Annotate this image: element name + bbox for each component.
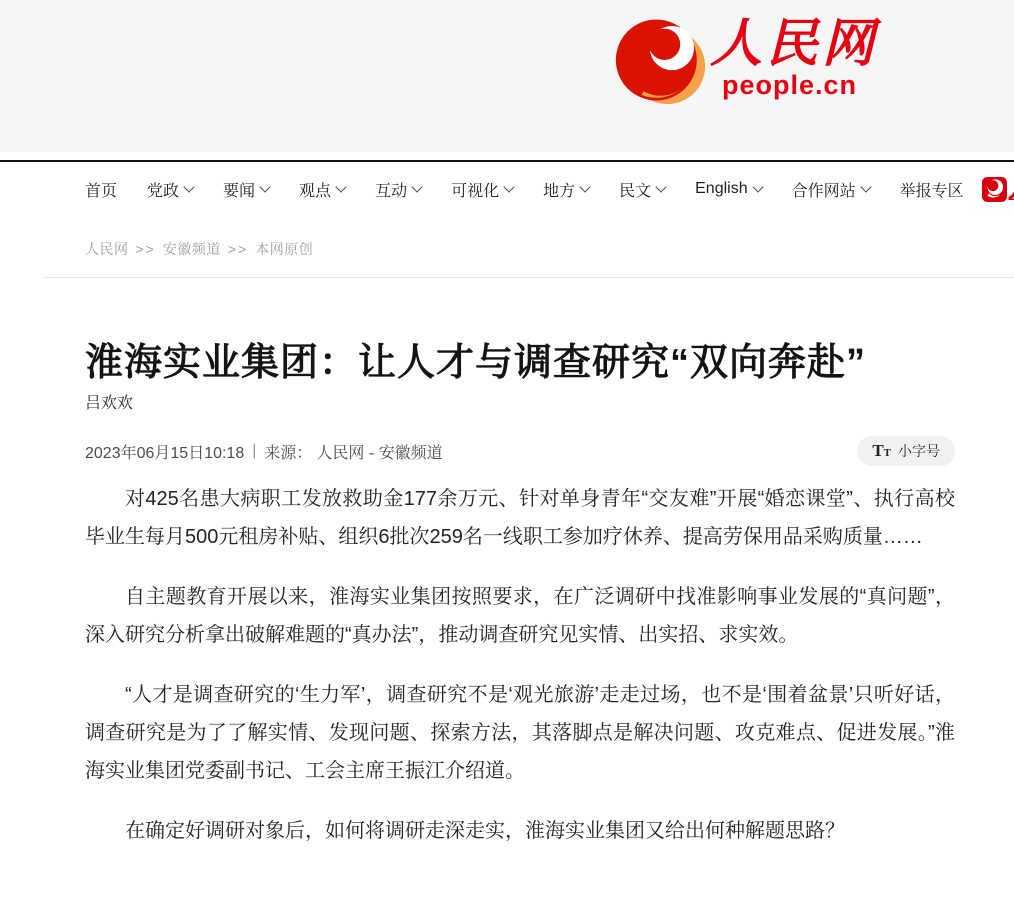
nav-label: 可视化 (451, 182, 500, 200)
font-size-icon: TT (872, 441, 891, 460)
breadcrumb-link-peoplecn[interactable]: 人民网 (85, 241, 129, 257)
article-paragraph: 自主题教育开展以来，淮海实业集团按照要求，在广泛调研中找准影响事业发展的“真问题”，深入研究分析拿出破解难题的“真办法”，推动调查研究见实情、出实招、求实效。 (85, 586, 955, 646)
nav-label: 要闻 (223, 182, 256, 200)
breadcrumb-separator: >> (135, 241, 156, 257)
logo-en-text: people.cn (722, 70, 858, 100)
nav-item-hudong[interactable] (375, 178, 421, 201)
nav-label: 首页 (85, 182, 118, 200)
nav-label: 党政 (147, 182, 180, 200)
people-cn-badge-icon[interactable] (982, 177, 1007, 202)
people-cn-swirl-icon (614, 14, 706, 106)
nav-item-yaowen[interactable] (223, 178, 269, 201)
main-nav (0, 160, 1014, 216)
site-header (0, 0, 1014, 152)
breadcrumb-divider (43, 277, 1014, 278)
nav-label: English (695, 180, 748, 197)
chevron-down-icon (335, 181, 346, 192)
chevron-down-icon (860, 181, 871, 192)
chevron-down-icon (411, 181, 422, 192)
chevron-down-icon (503, 181, 514, 192)
source-link[interactable]: 人民网 - 安徽频道 (316, 444, 443, 462)
nav-label: 合作网站 (791, 182, 856, 200)
font-size-button[interactable] (857, 436, 955, 466)
article-paragraph: “人才是调查研究的‘生力军’，调查研究不是‘观光旅游’走走过场，也不是‘围着盆景’只听好话，调查研究是为了了解实情、发现问题、探索方法，其落脚点是解决问题、攻克难点、促进发展。”淮海实业集团党委副书记、工会主席王振江介绍道。 (85, 684, 955, 782)
nav-item-dangzheng[interactable] (147, 178, 193, 201)
nav-item-jubaozhuanqu[interactable] (900, 178, 964, 201)
nav-label: 互动 (375, 182, 408, 200)
article-title: 淮海实业集团：让人才与调查研究“双向奔赴” (85, 342, 867, 385)
nav-item-keshihua[interactable] (451, 178, 513, 201)
breadcrumb-link-original[interactable]: 本网原创 (255, 241, 314, 257)
nav-item-guandian[interactable] (299, 178, 345, 201)
clipped-red-mark (1008, 180, 1014, 200)
nav-item-english[interactable] (695, 180, 761, 198)
logo-cn-text: 人民网 (710, 15, 879, 73)
nav-item-minwen[interactable] (619, 178, 665, 201)
article-meta (85, 440, 443, 463)
chevron-down-icon (259, 181, 270, 192)
article-meta-row (85, 436, 955, 466)
chevron-down-icon (752, 181, 763, 192)
article-body (85, 480, 955, 872)
breadcrumb (85, 239, 313, 259)
nav-label: 民文 (619, 182, 652, 200)
chevron-down-icon (183, 181, 194, 192)
source-label: 来源： (264, 444, 313, 462)
nav-item-difang[interactable] (543, 178, 589, 201)
nav-label: 观点 (299, 182, 332, 200)
article-author: 吕欢欢 (85, 395, 134, 412)
breadcrumb-separator: >> (227, 241, 249, 257)
article-paragraph: 对425名患大病职工发放救助金177余万元、针对单身青年“交友难”开展“婚恋课堂”、执行高校毕业生每月500元租房补贴、组织6批次259名一线职工参加疗休养、提高劳保用品采购质量…… (85, 488, 955, 548)
people-cn-logo[interactable] (614, 14, 878, 106)
article-paragraph: 在确定好调研对象后，如何将调研走深走实，淮海实业集团又给出何种解题思路？ (125, 820, 845, 842)
nav-item-home[interactable] (85, 178, 117, 201)
chevron-down-icon (655, 181, 666, 192)
meta-pipe: | (252, 442, 257, 459)
chevron-down-icon (579, 181, 590, 192)
font-size-button-label: 小字号 (898, 443, 940, 459)
nav-label: 地方 (543, 182, 576, 200)
breadcrumb-link-anhui-channel[interactable]: 安徽频道 (162, 241, 221, 257)
nav-label: 举报专区 (899, 182, 964, 200)
publish-date: 2023年06月15日10:18 (85, 444, 245, 462)
nav-item-hezuowangzhan[interactable] (792, 178, 870, 201)
